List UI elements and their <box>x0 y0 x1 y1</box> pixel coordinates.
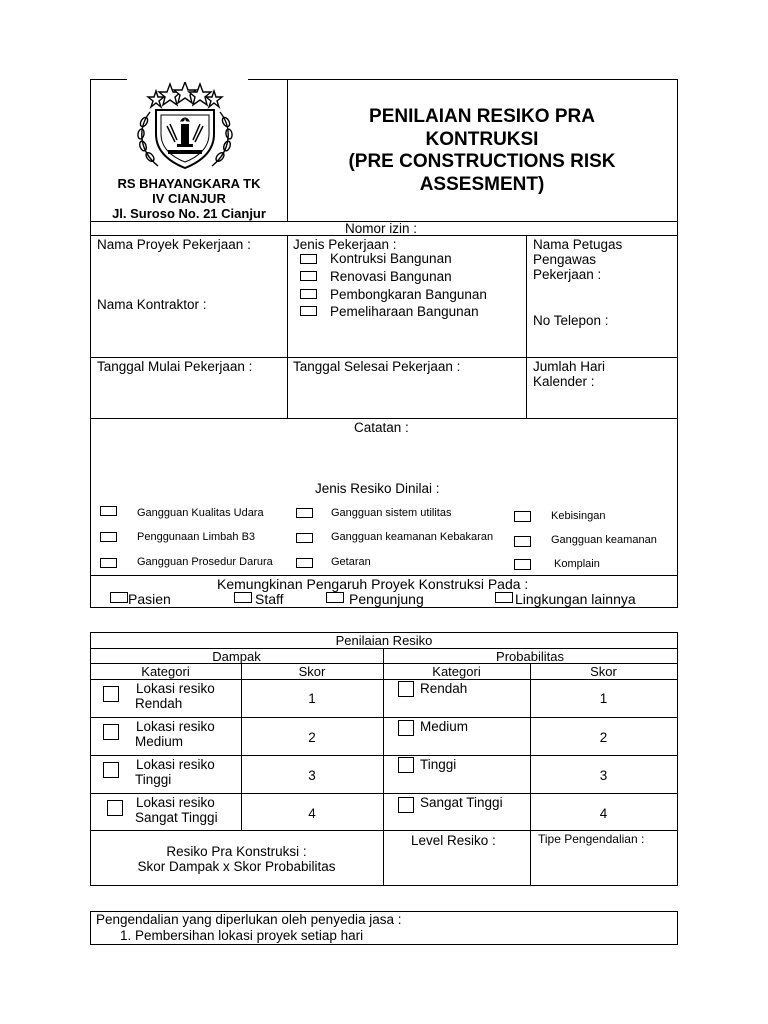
option-kontruksi: Kontruksi Bangunan <box>330 251 452 266</box>
checkbox-dampak-tinggi[interactable] <box>103 762 119 778</box>
checkbox-lingkungan[interactable] <box>495 592 513 603</box>
checkbox-dampak-sangat-tinggi[interactable] <box>107 800 123 816</box>
checkbox-kontruksi[interactable] <box>300 254 317 264</box>
option-lingkungan: Lingkungan lainnya <box>515 591 636 607</box>
nama-petugas-label-2: Pengawas <box>533 252 597 267</box>
risk-prosedur-darurat: Gangguan Prosedur Darura <box>137 556 273 568</box>
pengendalian-item-1: 1. Pembersihan lokasi proyek setiap hari <box>120 928 364 943</box>
dampak-tinggi-line-2: Tinggi <box>135 772 172 787</box>
checkbox-renovasi[interactable] <box>300 271 317 281</box>
dampak-skor-header: Skor <box>298 664 326 679</box>
prob-skor-4: 4 <box>599 806 608 821</box>
hospital-name <box>93 176 285 221</box>
risk-keamanan-kebakaran: Gangguan keamanan Kebakaran <box>331 531 494 543</box>
nama-proyek-label: Nama Proyek Pekerjaan : <box>97 237 251 252</box>
checkbox-kebisingan[interactable] <box>514 511 531 522</box>
dampak-kategori-header: Kategori <box>141 664 190 679</box>
prob-skor-1: 1 <box>599 691 608 706</box>
option-renovasi: Renovasi Bangunan <box>330 269 452 284</box>
dampak-skor-2: 2 <box>308 730 316 745</box>
risk-limbah-b3: Penggunaan Limbah B3 <box>137 531 256 543</box>
resiko-pra-line-1: Resiko Pra Konstruksi : <box>166 844 307 859</box>
checkbox-prob-rendah[interactable] <box>398 681 414 697</box>
hospital-name-line-2: IV CIANJUR <box>152 191 226 206</box>
risk-kualitas-udara: Gangguan Kualitas Udara <box>137 507 264 519</box>
dampak-sangat-tinggi-line-1: Lokasi resiko <box>136 795 215 810</box>
checkbox-getaran[interactable] <box>296 558 313 568</box>
risk-kebisingan: Kebisingan <box>551 510 606 522</box>
risk-sistem-utilitas: Gangguan sistem utilitas <box>331 507 452 519</box>
risk-komplain: Komplain <box>554 558 600 570</box>
checkbox-pengunjung[interactable] <box>326 592 344 603</box>
prob-kategori-header: Kategori <box>432 664 481 679</box>
checkbox-sistem-utilitas[interactable] <box>296 508 313 518</box>
checkbox-limbah-b3[interactable] <box>100 532 117 542</box>
prob-medium: Medium <box>420 719 469 734</box>
no-telepon-label: No Telepon : <box>533 313 609 328</box>
prob-sangat-tinggi: Sangat Tinggi <box>420 795 503 810</box>
prob-tinggi: Tinggi <box>420 757 457 772</box>
title-line-2: KONTRUKSI <box>425 128 539 150</box>
hospital-address: Jl. Suroso No. 21 Cianjur <box>112 206 266 221</box>
title-line-4: ASSESMENT) <box>419 173 545 195</box>
risk-table-title: Penilaian Resiko <box>335 633 433 648</box>
pengendalian-label: Pengendalian yang diperlukan oleh penyedia jasa : <box>96 912 402 927</box>
checkbox-gangguan-keamanan[interactable] <box>514 536 531 547</box>
checkbox-prob-sangat-tinggi[interactable] <box>398 797 414 813</box>
checkbox-kualitas-udara[interactable] <box>100 506 117 516</box>
checkbox-pemeliharaan[interactable] <box>300 306 317 316</box>
pengaruh-label: Kemungkinan Pengaruh Proyek Konstruksi Pada : <box>217 576 529 592</box>
nama-kontraktor-label: Nama Kontraktor : <box>97 297 207 312</box>
hospital-name-line-1: RS BHAYANGKARA TK <box>117 176 261 191</box>
police-emblem-logo <box>120 82 250 174</box>
option-pengunjung: Pengunjung <box>349 591 424 607</box>
dampak-medium-line-2: Medium <box>135 734 184 749</box>
jenis-resiko-label: Jenis Resiko Dinilai : <box>315 481 440 496</box>
jumlah-hari-label-1: Jumlah Hari <box>533 359 606 374</box>
tipe-pengendalian-label: Tipe Pengendalian : <box>538 832 645 846</box>
checkbox-dampak-medium[interactable] <box>103 724 119 740</box>
dampak-tinggi-line-1: Lokasi resiko <box>136 757 215 772</box>
dampak-skor-3: 3 <box>308 768 316 783</box>
title-line-1: PENILAIAN RESIKO PRA <box>369 106 595 127</box>
catatan-label: Catatan : <box>354 420 409 435</box>
dampak-sangat-tinggi-line-2: Sangat Tinggi <box>135 810 218 825</box>
nama-petugas-label-1: Nama Petugas <box>533 237 623 252</box>
dampak-medium-line-1: Lokasi resiko <box>136 719 215 734</box>
checkbox-prob-tinggi[interactable] <box>398 757 414 773</box>
page-title <box>300 106 664 196</box>
option-pasien: Pasien <box>128 591 171 607</box>
title-line-3: (PRE CONSTRUCTIONS RISK <box>348 151 616 172</box>
probabilitas-header: Probabilitas <box>496 649 564 664</box>
checkbox-pembongkaran[interactable] <box>300 289 317 299</box>
dampak-rendah-line-1: Lokasi resiko <box>136 681 215 696</box>
dampak-skor-4: 4 <box>308 806 316 821</box>
nama-petugas-label-3: Pekerjaan : <box>533 267 602 282</box>
option-staff: Staff <box>255 591 284 607</box>
prob-skor-header: Skor <box>590 664 617 679</box>
prob-skor-3: 3 <box>599 768 608 783</box>
checkbox-pasien[interactable] <box>110 592 128 603</box>
dampak-skor-1: 1 <box>308 691 316 706</box>
option-pembongkaran: Pembongkaran Bangunan <box>330 287 487 302</box>
level-resiko-label: Level Resiko : <box>411 833 496 848</box>
checkbox-prosedur-darurat[interactable] <box>100 558 117 568</box>
tanggal-selesai-label: Tanggal Selesai Pekerjaan : <box>293 359 461 374</box>
checkbox-dampak-rendah[interactable] <box>103 686 119 702</box>
checkbox-staff[interactable] <box>234 592 252 603</box>
prob-rendah: Rendah <box>420 681 468 696</box>
checkbox-komplain[interactable] <box>514 559 531 570</box>
tanggal-mulai-label: Tanggal Mulai Pekerjaan : <box>97 359 253 374</box>
checkbox-prob-medium[interactable] <box>398 720 414 736</box>
option-pemeliharaan: Pemeliharaan Bangunan <box>330 304 479 319</box>
dampak-header: Dampak <box>212 649 261 664</box>
checkbox-keamanan-kebakaran[interactable] <box>296 533 313 543</box>
risk-getaran: Getaran <box>331 556 371 568</box>
risk-gangguan-keamanan: Gangguan keamanan <box>551 534 657 546</box>
nomor-izin-label: Nomor izin : <box>345 221 418 236</box>
dampak-rendah-line-2: Rendah <box>135 696 183 711</box>
prob-skor-2: 2 <box>599 730 608 745</box>
jenis-pekerjaan-label: Jenis Pekerjaan : <box>293 237 397 252</box>
jumlah-hari-label-2: Kalender : <box>533 374 595 389</box>
resiko-pra-line-2: Skor Dampak x Skor Probabilitas <box>137 859 336 874</box>
